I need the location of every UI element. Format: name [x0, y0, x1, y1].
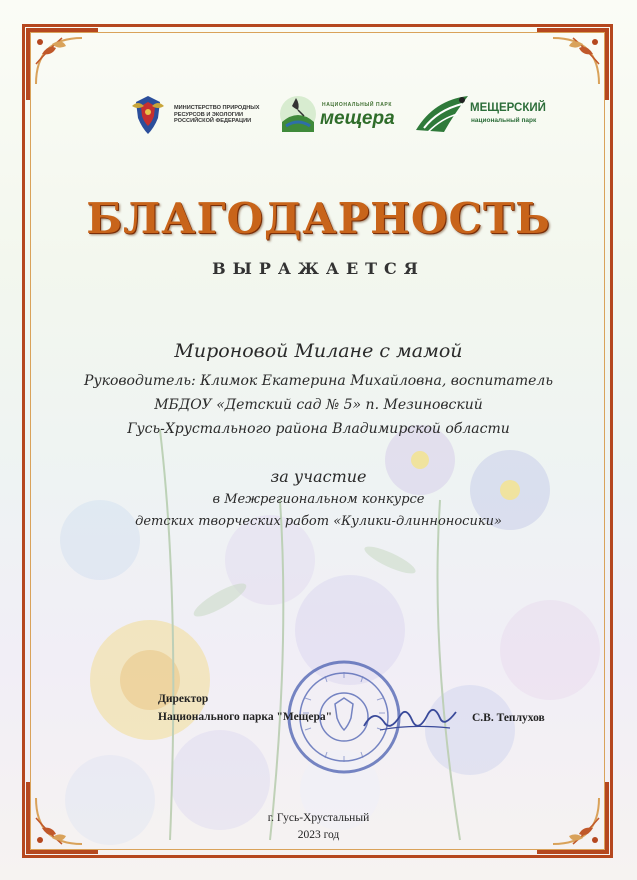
heron-landscape-icon: [276, 88, 320, 136]
certificate-title: БЛАГОДАРНОСТЬ: [86, 194, 551, 243]
recipient-name: Мироновой Милане с мамой: [174, 340, 463, 362]
meshchersky-park-logo: [414, 90, 544, 140]
ministry-logo: [128, 90, 268, 140]
meshchersky-subtitle: национальный парк: [471, 117, 537, 124]
meshchersky-name: МЕЩЕРСКИЙ: [470, 102, 546, 114]
signatory-role-line-2: Национального парка "Мещера": [158, 711, 333, 723]
signatory-role-line-1: Директор: [158, 693, 209, 705]
ministry-name: МИНИСТЕРСТВО ПРИРОДНЫХ РЕСУРСОВ И ЭКОЛОГИИ РОССИЙСКОЙ ФЕДЕРАЦИИ: [174, 105, 260, 125]
director-signature: [360, 700, 460, 740]
region-line: Гусь-Хрустального района Владимирской области: [127, 421, 510, 437]
park-subtitle: НАЦИОНАЛЬНЫЙ ПАРК: [322, 102, 393, 108]
bird-wing-icon: [414, 90, 470, 138]
park-name: мещера: [320, 108, 395, 129]
contest-line-1: в Межрегиональном конкурсе: [212, 492, 425, 507]
issue-place: г. Гусь-Хрустальный: [267, 812, 370, 824]
supervisor-line: Руководитель: Климок Екатерина Михайловна, воспитатель: [84, 373, 553, 389]
certificate-subtitle: ВЫРАЖАЕТСЯ: [212, 259, 425, 278]
participation-label: за участие: [270, 467, 367, 486]
park-meshchera-logo: [276, 88, 406, 138]
corner-ornament-top-left: [22, 24, 104, 106]
issue-year: 2023 год: [297, 829, 340, 841]
institution-line: МБДОУ «Детский сад № 5» п. Мезиновский: [154, 397, 483, 413]
contest-line-2: детских творческих работ «Кулики-длинноносики»: [135, 514, 502, 529]
double-eagle-emblem-icon: [128, 92, 168, 138]
signatory-name: С.В. Теплухов: [472, 712, 545, 724]
